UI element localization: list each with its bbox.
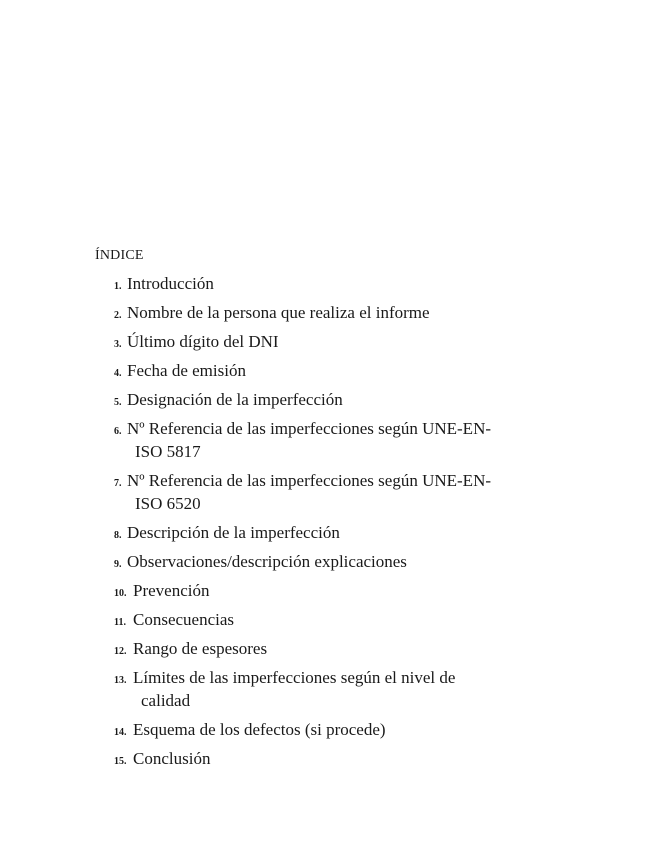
toc-item-number: 6. [114, 426, 122, 437]
toc-item-3 [110, 330, 570, 353]
toc-item-6 [110, 417, 570, 463]
toc-item-number: 4. [114, 368, 122, 379]
toc-item-text: Conclusión [133, 749, 211, 768]
toc-item-text: Rango de espesores [133, 639, 268, 658]
toc-item-number: 7. [114, 478, 122, 489]
toc-item-text: Descripción de la imperfección [127, 523, 340, 542]
toc-item-9 [110, 550, 570, 573]
toc-item-text: Último dígito del DNI [127, 332, 279, 351]
toc-item-text: Nombre de la persona que realiza el informe [127, 303, 430, 322]
toc-item-text: Consecuencias [133, 610, 235, 629]
toc-item-text: Nº Referencia de las imperfecciones según UNE-EN- [127, 419, 492, 438]
toc-item-text: Introducción [127, 274, 214, 293]
toc-item-number: 1. [114, 281, 122, 292]
toc-item-number: 13. [114, 675, 127, 686]
table-of-contents [110, 272, 570, 776]
toc-item-text: Nº Referencia de las imperfecciones según UNE-EN- [127, 471, 492, 490]
index-heading: ÍNDICE [95, 248, 144, 263]
toc-item-15 [110, 747, 570, 770]
toc-item-number: 5. [114, 397, 122, 408]
toc-item-number: 11. [114, 617, 126, 628]
toc-item-text: Esquema de los defectos (si procede) [133, 720, 386, 739]
toc-item-12 [110, 637, 570, 660]
toc-item-number: 9. [114, 559, 122, 570]
toc-item-text: Observaciones/descripción explicaciones [127, 552, 407, 571]
toc-item-number: 12. [114, 646, 127, 657]
toc-item-text: Límites de las imperfecciones según el nivel de [133, 668, 456, 687]
toc-item-2 [110, 301, 570, 324]
toc-item-text: Prevención [133, 581, 210, 600]
toc-item-text: Fecha de emisión [127, 361, 246, 380]
toc-item-7 [110, 469, 570, 515]
toc-item-number: 10. [114, 588, 127, 599]
toc-item-11 [110, 608, 570, 631]
toc-item-4 [110, 359, 570, 382]
toc-item-text-continued: calidad [141, 691, 191, 710]
toc-item-number: 3. [114, 339, 122, 350]
toc-item-10 [110, 579, 570, 602]
toc-item-13 [110, 666, 570, 712]
toc-item-text-continued: ISO 6520 [135, 494, 201, 513]
toc-item-14 [110, 718, 570, 741]
toc-item-number: 2. [114, 310, 122, 321]
toc-item-5 [110, 388, 570, 411]
toc-item-1 [110, 272, 570, 295]
toc-item-text: Designación de la imperfección [127, 390, 343, 409]
toc-item-number: 15. [114, 756, 127, 767]
toc-item-number: 14. [114, 727, 127, 738]
toc-item-8 [110, 521, 570, 544]
toc-item-number: 8. [114, 530, 122, 541]
toc-item-text-continued: ISO 5817 [135, 442, 201, 461]
